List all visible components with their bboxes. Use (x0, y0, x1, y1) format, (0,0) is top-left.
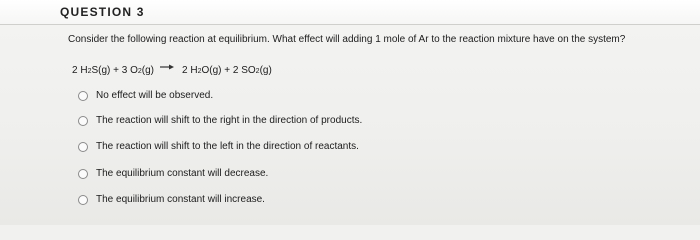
radio-button[interactable] (78, 116, 88, 126)
answer-option-label: The reaction will shift to the right in the direction of products. (96, 115, 363, 126)
answer-option[interactable] (78, 168, 268, 179)
answer-option[interactable] (78, 90, 213, 101)
answer-option[interactable] (78, 141, 359, 152)
equation-reactant-part: S(g) + 3 O (91, 65, 138, 76)
equation-product-part: (g) (259, 65, 272, 76)
equation-reactant-part: (g) (141, 65, 155, 76)
answer-option-label: The reaction will shift to the left in the direction of reactants. (96, 141, 359, 152)
equation-reactant-part: 2 H (72, 65, 88, 76)
radio-button[interactable] (78, 91, 88, 101)
question-body (0, 25, 700, 225)
question-prompt: Consider the following reaction at equilibrium. What effect will adding 1 mole of Ar to the reaction mixture have on the system? (68, 34, 626, 45)
radio-button[interactable] (78, 142, 88, 152)
question-title: QUESTION 3 (60, 5, 145, 19)
radio-button[interactable] (78, 169, 88, 179)
answer-option[interactable] (78, 194, 265, 205)
equation-product-part: O(g) + 2 SO (201, 65, 256, 76)
chemical-equation: 2 H 2 S(g) + 3 O 2 (g) 2 H 2 O(g) + 2 SO 2 (g) (72, 65, 272, 76)
answer-option[interactable] (78, 115, 362, 126)
equilibrium-arrow-icon (160, 64, 174, 70)
answer-option-label: The equilibrium constant will increase. (96, 194, 265, 205)
answer-option-label: The equilibrium constant will decrease. (96, 168, 269, 179)
question-header (0, 0, 700, 25)
answer-option-label: No effect will be observed. (96, 90, 214, 101)
equation-product-part: 2 H (182, 65, 198, 76)
radio-button[interactable] (78, 195, 88, 205)
